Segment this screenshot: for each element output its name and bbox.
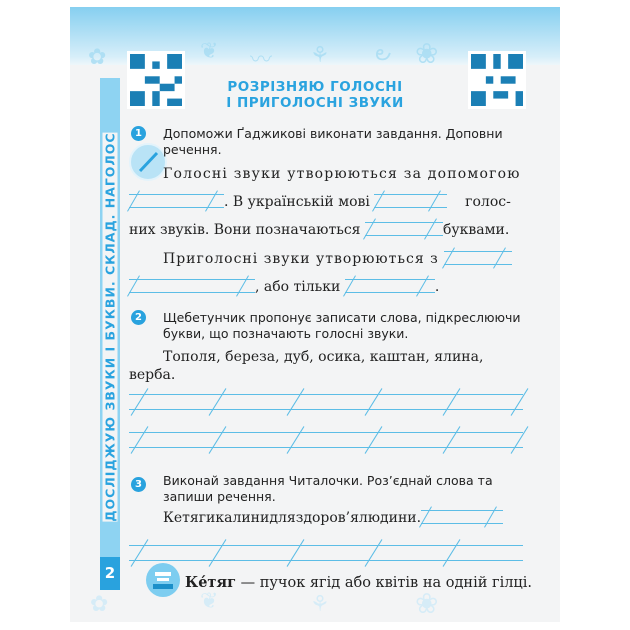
sentence	[129, 194, 511, 210]
task-number: 2	[131, 310, 146, 325]
plant-icon: ⚘	[310, 43, 330, 68]
swirl-icon: ౿	[375, 41, 392, 66]
task-instruction: Допоможи Ґаджикові виконати завдання. Доповни речення.	[163, 126, 503, 157]
bird-icon: 〰	[250, 48, 273, 73]
text: Голосні звуки утворюються за допомогою	[163, 166, 521, 182]
sentence	[129, 279, 489, 295]
qr-code-left[interactable]	[127, 51, 185, 109]
answer-blank[interactable]	[374, 194, 447, 208]
sentence	[163, 510, 523, 526]
flower-icon: ❀	[415, 587, 439, 620]
section-title: ДОСЛІДЖУЮ ЗВУКИ І БУКВИ. СКЛАД. НАГОЛОС	[102, 132, 118, 522]
leaf-icon: ❦	[200, 39, 219, 64]
task-instruction: Виконай завдання Читалочки. Роз’єднай слова та запиши речення.	[163, 473, 493, 504]
title-line: І ПРИГОЛОСНІ ЗВУКИ	[226, 95, 404, 111]
text: .	[434, 279, 440, 295]
writing-line[interactable]	[129, 394, 523, 410]
answer-blank[interactable]	[421, 510, 503, 524]
task-instruction: Щебетунчик пропонує записати слова, підкреслюючи букви, що позначають голосні звуки.	[163, 310, 521, 341]
word-list: верба.	[129, 367, 176, 383]
answer-blank[interactable]	[365, 222, 443, 236]
page-number: 2	[100, 557, 120, 590]
text: Кетягикалинидляздоров’ялюдини.	[163, 510, 422, 526]
text: голос-	[465, 194, 511, 210]
workbook-page	[70, 7, 560, 622]
page-title	[220, 79, 410, 111]
glossary-term: Ке́тяг	[185, 574, 236, 591]
word-list: Тополя, береза, дуб, осика, каштан, ялина,	[163, 349, 484, 365]
plant-icon: ⚘	[310, 592, 330, 617]
answer-blank[interactable]	[129, 194, 224, 208]
answer-blank[interactable]	[444, 251, 512, 265]
answer-blank[interactable]	[129, 279, 255, 293]
sentence	[163, 166, 523, 182]
flower-icon: ✿	[90, 592, 109, 617]
sentence	[129, 222, 510, 238]
writing-line[interactable]	[129, 432, 523, 448]
glossary-note	[185, 574, 545, 591]
sentence	[163, 251, 523, 267]
task-number: 3	[131, 477, 146, 492]
qr-code-right[interactable]	[468, 51, 526, 109]
flower-icon: ✿	[88, 45, 107, 70]
writing-line[interactable]	[129, 545, 523, 561]
title-line: РОЗРІЗНЯЮ ГОЛОСНІ	[227, 79, 403, 95]
glossary-definition: — пучок ягід або квітів на одній гілці.	[236, 575, 532, 591]
text: них звуків. Вони позначаються	[129, 222, 361, 238]
qr-code-icon	[471, 54, 523, 106]
text: буквами.	[442, 222, 510, 238]
task-number: 1	[131, 126, 146, 141]
text: , або тільки	[255, 279, 341, 295]
answer-blank[interactable]	[345, 279, 435, 293]
text: Приголосні звуки утворюються з	[163, 251, 439, 267]
book-icon	[146, 563, 180, 597]
pen-icon	[129, 143, 167, 181]
text: . В українській мові	[224, 194, 370, 210]
leaf-icon: ❦	[200, 589, 219, 614]
flower-icon: ❀	[415, 37, 439, 70]
qr-code-icon	[130, 54, 182, 106]
